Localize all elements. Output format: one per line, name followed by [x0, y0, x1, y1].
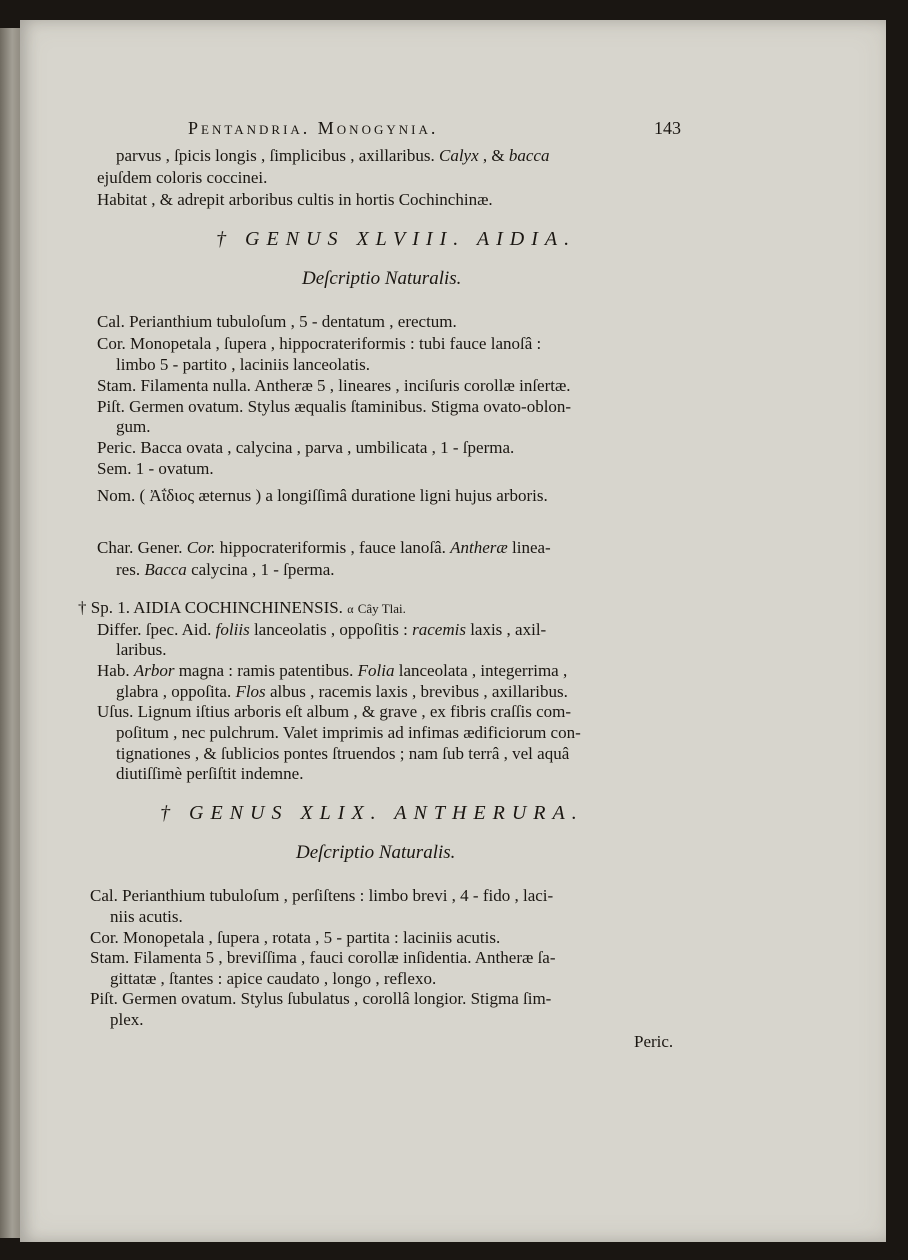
text-line: Cal. Perianthium tubuloſum , perſiſtens : limbo brevi , 4 - fido , laci- — [90, 886, 554, 905]
book-page — [20, 20, 886, 1242]
text-line: Habitat , & adrepit arboribus cultis in hortis Cochinchinæ. — [97, 190, 493, 209]
section-subheading: Deſcriptio Naturalis. — [302, 268, 462, 289]
previous-page-edge — [0, 28, 22, 1238]
text-line: tignationes , & ſublicios pontes ſtruendos ; nam ſub terrâ , vel aquâ — [116, 744, 570, 763]
text-line: Cor. Monopetala , ſupera , hippocrateriformis : tubi fauce lanoſâ : — [97, 334, 542, 353]
text-line: niis acutis. — [110, 907, 183, 926]
catchword: Peric. — [634, 1032, 674, 1051]
text-line: Sem. 1 - ovatum. — [97, 459, 214, 478]
text-line: laribus. — [116, 640, 167, 659]
text-line: Differ. ſpec. Aid. foliis lanceolatis , oppoſitis : racemis laxis , axil- — [97, 620, 547, 639]
text-line: Hab. Arbor magna : ramis patentibus. Folia lanceolata , integerrima , — [97, 661, 568, 680]
text-line: gum. — [116, 417, 151, 436]
text-line: plex. — [110, 1010, 144, 1029]
genus-heading: † GENUS XLIX. ANTHERURA. — [160, 802, 584, 824]
page-number: 143 — [654, 118, 681, 138]
text-line: Piſt. Germen ovatum. Stylus ſubulatus , corollâ longior. Stigma ſim- — [90, 989, 552, 1008]
text-line: gittatæ , ſtantes : apice caudato , longo , reflexo. — [110, 969, 437, 988]
text-line: ejuſdem coloris coccinei. — [97, 168, 268, 187]
text-line: limbo 5 - partito , laciniis lanceolatis. — [116, 355, 370, 374]
species-heading: † Sp. 1. AIDIA COCHINCHINENSIS. α Cây Tlai. — [78, 598, 406, 617]
text-line: Uſus. Lignum iſtius arboris eſt album , & grave , ex fibris craſſis com- — [97, 702, 572, 721]
section-subheading: Deſcriptio Naturalis. — [296, 842, 456, 863]
text-line: Stam. Filamenta 5 , breviſſima , fauci corollæ inſidentia. Antheræ ſa- — [90, 948, 556, 967]
genus-heading: † GENUS XLVIII. AIDIA. — [216, 228, 577, 250]
text-line: Piſt. Germen ovatum. Stylus æqualis ſtaminibus. Stigma ovato-oblon- — [97, 397, 572, 416]
text-line: Nom. ( Ἀΐδιος æternus ) a longiſſimâ duratione ligni hujus arboris. — [97, 486, 548, 505]
text-line: Char. Gener. Cor. hippocrateriformis , fauce lanoſâ. Antheræ linea- — [97, 538, 551, 557]
text-line: glabra , oppoſita. Flos albus , racemis laxis , brevibus , axillaribus. — [116, 682, 568, 701]
text-line: Cal. Perianthium tubuloſum , 5 - dentatum , erectum. — [97, 312, 457, 331]
running-head: Pentandria. Monogynia. — [188, 118, 439, 138]
text-line: res. Bacca calycina , 1 - ſperma. — [116, 560, 335, 579]
text-line: Peric. Bacca ovata , calycina , parva , umbilicata , 1 - ſperma. — [97, 438, 515, 457]
text-line: Cor. Monopetala , ſupera , rotata , 5 - partita : laciniis acutis. — [90, 928, 501, 947]
text-line: diutiſſimè perſiſtit indemne. — [116, 764, 304, 783]
text-line: Stam. Filamenta nulla. Antheræ 5 , lineares , inciſuris corollæ inſertæ. — [97, 376, 571, 395]
text-line: parvus , ſpicis longis , ſimplicibus , axillaribus. Calyx , & bacca — [116, 146, 550, 165]
text-line: poſitum , nec pulchrum. Valet imprimis ad infimas ædificiorum con- — [116, 723, 581, 742]
